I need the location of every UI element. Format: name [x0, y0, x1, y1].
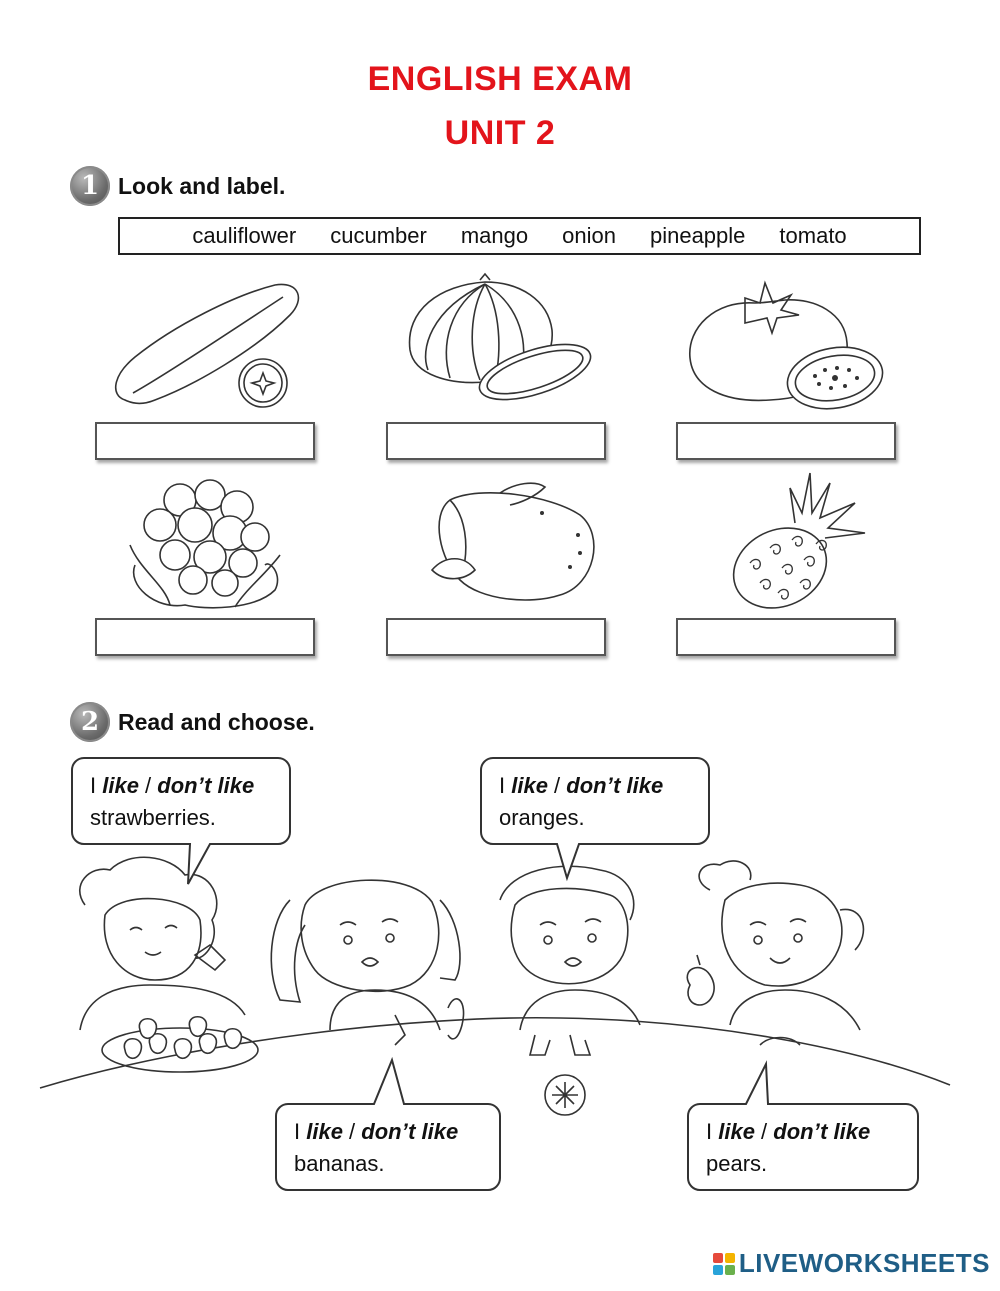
- answer-box-cauliflower[interactable]: [95, 618, 315, 656]
- word-bank-item: onion: [562, 223, 616, 248]
- answer-box-tomato[interactable]: [676, 422, 896, 460]
- bubble-1-option-dont-like[interactable]: don’t like: [157, 773, 255, 798]
- bubble-1-line-1: [90, 770, 274, 802]
- speech-bubble-3: [276, 1106, 500, 1190]
- bubble-4-food: pears.: [706, 1151, 768, 1176]
- child-2: [271, 880, 463, 1045]
- section-1-title: Look and label.: [118, 172, 286, 199]
- tomato-drawing: [685, 278, 895, 418]
- bubble-4-line-1: [706, 1116, 900, 1148]
- section-2-heading: [70, 702, 315, 742]
- cucumber-drawing: [105, 275, 305, 415]
- word-bank-item: tomato: [779, 223, 847, 248]
- bubble-3-prefix: I: [294, 1119, 307, 1144]
- bubble-2-line-1: [499, 770, 693, 802]
- bubble-3-option-like[interactable]: like: [306, 1119, 343, 1144]
- speech-bubble-2: [481, 760, 711, 844]
- bubble-1-option-like[interactable]: like: [102, 773, 139, 798]
- section-2-number-badge: 2: [70, 702, 110, 742]
- speech-bubble-1: [72, 760, 292, 844]
- answer-box-cucumber[interactable]: [95, 422, 315, 460]
- bubble-1-food: strawberries.: [90, 805, 216, 830]
- child-3: [500, 866, 640, 1115]
- answer-box-onion[interactable]: [386, 422, 606, 460]
- section-1-number-badge: 1: [70, 166, 110, 206]
- bubble-3-separator: /: [342, 1119, 362, 1144]
- child-4: [687, 861, 863, 1045]
- word-bank: [118, 217, 921, 255]
- bubble-2-option-dont-like[interactable]: don’t like: [566, 773, 664, 798]
- liveworksheets-logo[interactable]: [713, 1248, 990, 1279]
- exam-title: ENGLISH EXAM: [367, 60, 633, 98]
- bubble-3-line-1: [294, 1116, 482, 1148]
- unit-title: UNIT 2: [444, 114, 556, 152]
- bubble-2-prefix: I: [499, 773, 512, 798]
- bubble-2-option-like[interactable]: like: [511, 773, 548, 798]
- bubble-4-option-like[interactable]: like: [718, 1119, 755, 1144]
- word-bank-item: cauliflower: [192, 223, 297, 248]
- bubble-4-option-dont-like[interactable]: don’t like: [773, 1119, 871, 1144]
- answer-box-mango[interactable]: [386, 618, 606, 656]
- word-bank-item: cucumber: [330, 223, 427, 248]
- bubble-3-option-dont-like[interactable]: don’t like: [361, 1119, 459, 1144]
- speech-bubble-4: [688, 1106, 918, 1190]
- answer-box-pineapple[interactable]: [676, 618, 896, 656]
- bubble-4-separator: /: [754, 1119, 774, 1144]
- onion-drawing: [400, 270, 600, 410]
- bubble-1-separator: /: [138, 773, 158, 798]
- mango-drawing: [420, 475, 600, 615]
- word-bank-item: mango: [460, 223, 529, 248]
- logo-mark-icon: [713, 1253, 735, 1275]
- word-bank-item: pineapple: [649, 223, 746, 248]
- bubble-4-prefix: I: [706, 1119, 719, 1144]
- bubble-2-food: oranges.: [499, 805, 585, 830]
- bubble-3-food: bananas.: [294, 1151, 385, 1176]
- logo-text: LIVEWORKSHEETS: [738, 1248, 990, 1278]
- pineapple-drawing: [720, 468, 880, 618]
- section-2-title: Read and choose.: [118, 708, 315, 735]
- bubble-1-prefix: I: [90, 773, 103, 798]
- cauliflower-drawing: [125, 475, 285, 615]
- section-1-heading: [70, 166, 285, 206]
- bubble-2-separator: /: [547, 773, 567, 798]
